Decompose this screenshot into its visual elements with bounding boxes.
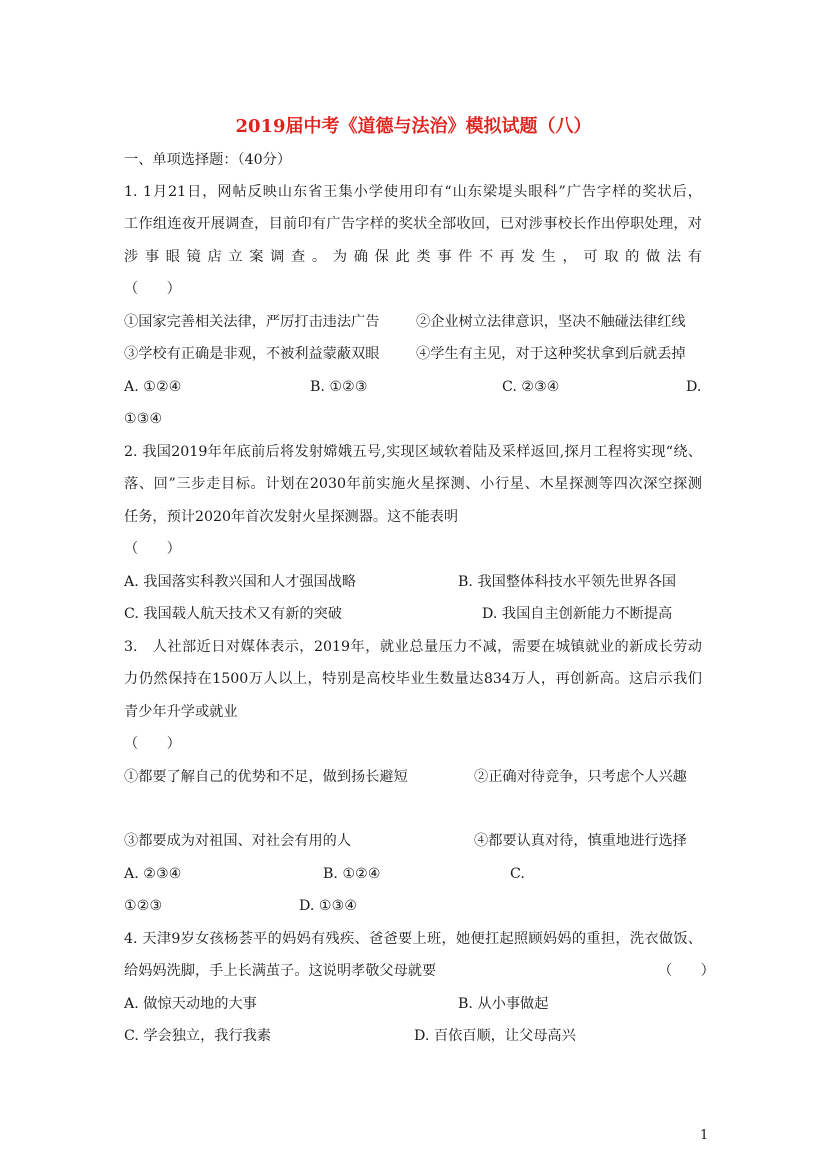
page-title: 2019届中考《道德与法治》模拟试题（八）: [235, 116, 592, 137]
q2-answer-blank: （ ）: [124, 541, 181, 557]
q2-stem-line-2: 落、回”三步走目标。计划在2030年前实施火星探测、小行星、木星探测等四次深空探测: [124, 476, 702, 492]
q4-option-d: D. 百依百顺，让父母高兴: [414, 1028, 576, 1044]
q2-stem-line-3: 任务，预计2020年首次发射火星探测器。这不能表明: [124, 509, 459, 525]
q4-stem-line-2: 给妈妈洗脚，手上长满茧子。这说明孝敬父母就要: [124, 963, 437, 979]
q3-statement-1: ①都要了解自己的优势和不足，做到扬长避短: [124, 769, 408, 785]
q3-stem-line-3: 青少年升学或就业: [124, 704, 238, 720]
q1-statement-1: ①国家完善相关法律，严厉打击违法广告: [124, 314, 380, 330]
q1-stem-line-2: 工作组连夜开展调查，目前印有广告字样的奖状全部收回，已对涉事校长作出停职处理，对: [124, 216, 702, 232]
q3-stem-line-2: 力仍然保持在1500万人以上，特别是高校毕业生数量达834万人，再创新高。这启示我们: [124, 671, 702, 687]
q1-option-d-label: D.: [686, 379, 702, 395]
q4-option-c: C. 学会独立，我行我素: [124, 1028, 272, 1044]
q4-option-b: B. 从小事做起: [458, 996, 549, 1012]
q1-stem-line-3: 涉事眼镜店立案调查。为确保此类事件不再发生，可取的做法有: [124, 249, 702, 265]
q1-option-b: B. ①②③: [310, 379, 368, 395]
q4-stem-line-1: 4. 天津9岁女孩杨荟平的妈妈有残疾、爸爸要上班，她便扛起照顾妈妈的重担，洗衣做饭、: [124, 931, 702, 947]
q2-option-c: C. 我国载人航天技术又有新的突破: [124, 606, 342, 622]
q4-answer-blank: （ ）: [658, 963, 715, 979]
section-heading: 一、单项选择题：（40分）: [124, 152, 292, 168]
q3-option-b: B. ①②④: [323, 866, 381, 882]
q2-option-d: D. 我国自主创新能力不断提高: [482, 606, 673, 622]
q1-statement-4: ④学生有主见，对于这种奖状拿到后就丢掉: [416, 346, 686, 362]
q1-statement-3: ③学校有正确是非观，不被利益蒙蔽双眼: [124, 346, 380, 362]
q4-option-a: A. 做惊天动地的大事: [124, 996, 257, 1012]
q1-statement-2: ②企业树立法律意识，坚决不触碰法律红线: [416, 314, 686, 330]
q2-option-b: B. 我国整体科技水平领先世界各国: [458, 574, 677, 590]
q1-stem-line-1: 1. 1月21日，网帖反映山东省王集小学使用印有“山东梁堤头眼科”广告字样的奖状后，: [124, 184, 702, 200]
q2-stem-line-1: 2. 我国2019年年底前后将发射嫦娥五号,实现区域软着陆及采样返回,探月工程将实现“绕、: [124, 444, 702, 460]
q3-option-c-label: C.: [510, 866, 525, 882]
q3-stem-line-1: 3. 人社部近日对媒体表示，2019年，就业总量压力不减，需要在城镇就业的新成长劳动: [124, 639, 702, 655]
q3-statement-3: ③都要成为对祖国、对社会有用的人: [124, 833, 352, 849]
q3-statement-2: ②正确对待竞争，只考虑个人兴趣: [474, 769, 687, 785]
q3-option-c-value: ①②③: [124, 898, 163, 914]
q2-option-a: A. 我国落实科教兴国和人才强国战略: [124, 574, 357, 590]
q3-option-d: D. ①③④: [299, 898, 358, 914]
q3-statement-4: ④都要认真对待，慎重地进行选择: [474, 833, 687, 849]
q3-answer-blank: （ ）: [124, 736, 181, 752]
q3-option-a: A. ②③④: [124, 866, 182, 882]
page-number: 1: [700, 1128, 709, 1143]
q1-option-c: C. ②③④: [502, 379, 560, 395]
q1-option-a: A. ①②④: [124, 379, 182, 395]
q1-option-d-value: ①③④: [124, 411, 163, 427]
q1-answer-blank: （ ）: [124, 281, 181, 297]
